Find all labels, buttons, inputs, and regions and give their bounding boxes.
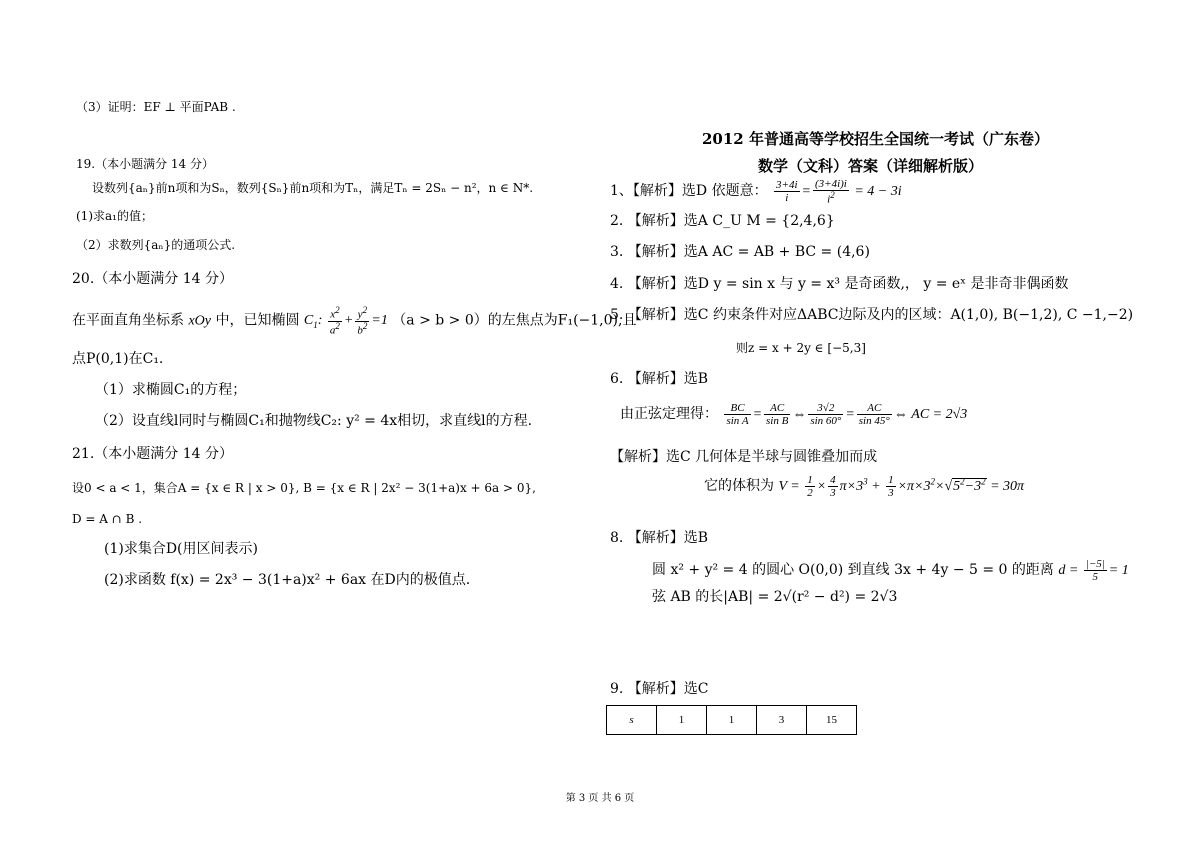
q21-body2: D = A ∩ B . <box>72 512 143 526</box>
table-cell: 3 <box>757 706 807 735</box>
q21-part2: (2)求函数 f(x) = 2x³ − 3(1+a)x² + 6ax 在D内的极值点. <box>104 572 471 588</box>
page-footer: 第 3 页 共 6 页 <box>565 793 635 804</box>
answer-7-formula: V = $\frac{1}{2}$ × $\frac{4}{3}$ $\pi\times 3^3$ + $\frac{1}{3}$ $\times\pi\times 3^2\times√5^2-3^2$ <box>778 474 986 500</box>
q19-body: 设数列{aₙ}前n项和为Sₙ，数列{Sₙ}前n项和为Tₙ，满足Tₙ = 2Sₙ − n²，n ∈ N*. <box>92 181 534 195</box>
q20-body <box>72 306 636 337</box>
answer-1-result: = 4 − 3i <box>854 184 902 200</box>
q20-body-a: 在平面直角坐标系 <box>72 312 184 329</box>
table-cell: 15 <box>807 706 857 735</box>
q20-body2: 点P(0,1)在C₁. <box>72 351 164 367</box>
answer-8-line3: 弦 AB 的长|AB| = 2√(r² − d²) = 2√3 <box>652 589 898 605</box>
answer-3: 3. 【解析】选A AC = AB + BC = (4,6) <box>610 244 870 260</box>
table-cell-s: s <box>607 706 657 735</box>
table-cell: 1 <box>707 706 757 735</box>
answer-1-formula: $\frac{3+4i}{i}$ = $\frac{(3+4i)i}{i^2}$ <box>776 178 847 206</box>
answer-7-line2 <box>704 474 1024 499</box>
answer-5: 5. 【解析】选C 约束条件对应ΔABC边际及内的区域：A(1,0), B(−1,2), C −1,−2) <box>610 307 1134 323</box>
answer-1 <box>610 178 902 206</box>
answer-5-line2: 则z = x + 2y ∈ [−5,3] <box>736 341 866 355</box>
q21-heading: 21.（本小题满分 14 分） <box>72 446 233 462</box>
table-row <box>607 706 857 735</box>
answer-8: 8. 【解析】选B <box>610 530 709 546</box>
q19-part1: (1)求a₁的值； <box>76 209 153 223</box>
answer-6-line2 <box>620 402 967 427</box>
q18-part3: （3）证明：EF ⊥ 平面PAB . <box>76 100 236 114</box>
answer-6-label: 由正弦定理得： <box>620 405 718 422</box>
answer-6-formula: $\frac{BC}{\text{sin A}}$ = $\frac{AC}{\text{sin B}}$ ⇔ $\frac{3√2}{\sin 60^\circ}$ = $\frac{AC}{\sin 45^\circ}$ ⇔ AC = 2√3 <box>726 402 968 428</box>
q21-body: 设0 < a < 1，集合A = {x ∈ R | x > 0}, B = {x ∈ R | 2x² − 3(1+a)x + 6a > 0}, <box>72 481 536 495</box>
answer-1-label: 1、【解析】选D 依题意： <box>610 183 768 200</box>
answer-6: 6. 【解析】选B <box>610 371 709 387</box>
answer-4: 4. 【解析】选D y = sin x 与 y = x³ 是奇函数,， y = eˣ 是非奇非偶函数 <box>610 276 1069 292</box>
answer-title-1: 2012 年普通高等学校招生全国统一考试（广东卷） <box>702 130 1049 148</box>
answer-8-distance: d = $\frac{|-5|}{5}$ = 1 <box>1058 558 1129 584</box>
answer-9-table <box>606 705 857 735</box>
answer-7-label: 它的体积为 <box>704 477 774 494</box>
answer-title-2: 数学（文科）答案（详细解析版） <box>758 157 984 175</box>
q20-body-c: （a > b > 0）的左焦点为F₁(−1,0),且 <box>392 312 637 329</box>
answer-7: 【解析】选C 几何体是半球与圆锥叠加而成 <box>610 449 878 465</box>
q20-heading: 20.（本小题满分 14 分） <box>72 271 233 287</box>
q19-part2: （2）求数列{aₙ}的通项公式. <box>76 238 236 252</box>
answer-8-text: 圆 x² + y² = 4 的圆心 O(0,0) 到直线 3x + 4y − 5 = 0 的距离 <box>652 561 1054 578</box>
q19-heading: 19.（本小题满分 14 分） <box>76 157 214 171</box>
answer-2: 2. 【解析】选A C_U M = {2,4,6} <box>610 213 835 229</box>
q20-part1: （1）求椭圆C₁的方程； <box>95 382 247 398</box>
q20-part2: （2）设直线l同时与椭圆C₁和抛物线C₂: y² = 4x相切，求直线l的方程. <box>95 413 533 429</box>
q21-part1: (1)求集合D(用区间表示) <box>104 541 258 557</box>
q20-xoy: xOy <box>188 313 211 329</box>
answer-9: 9. 【解析】选C <box>610 681 709 697</box>
q20-body-b: 中，已知椭圆 <box>215 312 300 329</box>
answer-8-line2 <box>652 558 1129 583</box>
answer-7-result: = 30π <box>990 478 1025 494</box>
q20-ellipse-eq: $C_1$: $\frac{x^2}{a^2}$ + $\frac{y^2}{b^2}$ =1 <box>303 305 388 337</box>
table-cell: 1 <box>657 706 707 735</box>
